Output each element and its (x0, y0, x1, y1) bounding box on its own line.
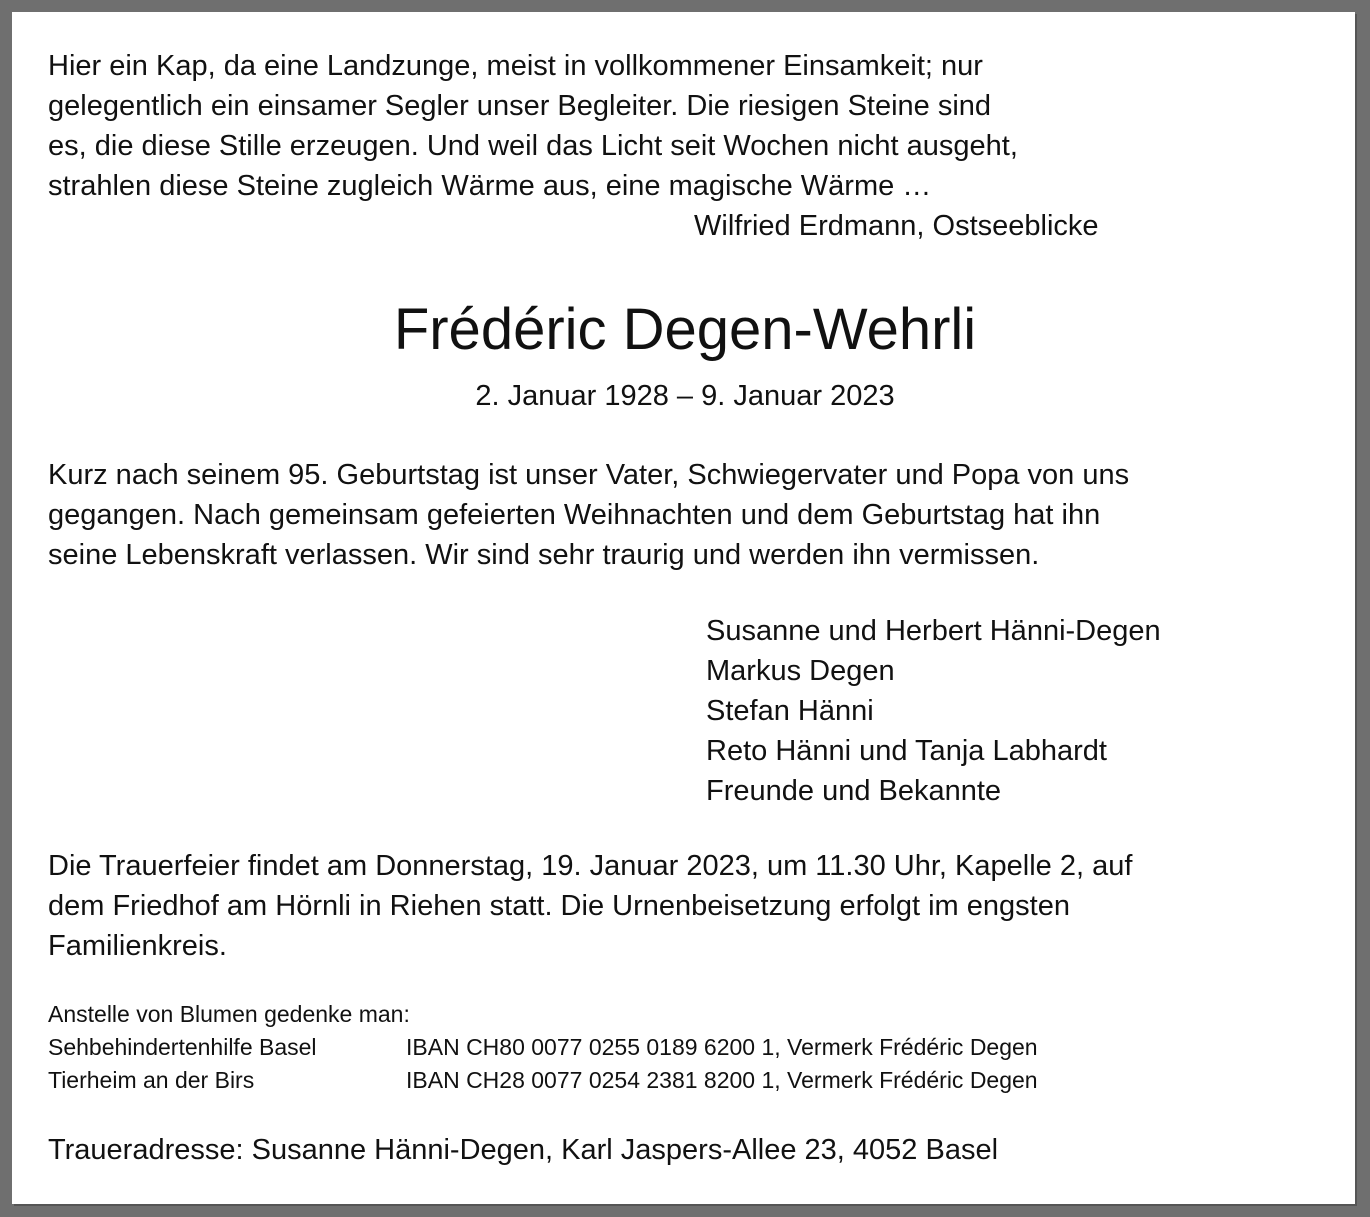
donation-details: IBAN CH28 0077 0254 2381 8200 1, Vermerk Frédéric Degen (406, 1067, 1038, 1093)
donation-details: IBAN CH80 0077 0255 0189 6200 1, Vermerk Frédéric Degen (406, 1034, 1038, 1060)
ceremony-line: dem Friedhof am Hörnli in Riehen statt. Die Urnenbeisetzung erfolgt im engsten (48, 890, 1070, 922)
donation-entry (48, 1031, 1038, 1064)
donations-intro: Anstelle von Blumen gedenke man: (48, 1001, 410, 1027)
donation-org: Sehbehindertenhilfe Basel (48, 1034, 317, 1060)
signer: Markus Degen (706, 655, 895, 687)
ceremony-line: Die Trauerfeier findet am Donnerstag, 19. Januar 2023, um 11.30 Uhr, Kapelle 2, auf (48, 850, 1133, 882)
obituary-page (12, 12, 1355, 1204)
quote-line: strahlen diese Steine zugleich Wärme aus, eine magische Wärme … (48, 170, 932, 202)
quote-line: es, die diese Stille erzeugen. Und weil das Licht seit Wochen nicht ausgeht, (48, 130, 1018, 162)
signer: Reto Hänni und Tanja Labhardt (706, 735, 1107, 767)
signer: Freunde und Bekannte (706, 775, 1002, 807)
life-dates: 2. Januar 1928 – 9. Januar 2023 (475, 380, 895, 412)
signer: Susanne und Herbert Hänni-Degen (706, 615, 1161, 647)
announcement-text (48, 455, 1129, 575)
mourning-address: Traueradresse: Susanne Hänni-Degen, Karl Jaspers-Allee 23, 4052 Basel (48, 1134, 999, 1166)
ceremony-text (48, 846, 1132, 966)
signers-list (706, 611, 1161, 811)
quote-line: gelegentlich ein einsamer Segler unser Begleiter. Die riesigen Steine sind (48, 90, 992, 122)
donations (48, 998, 1038, 1097)
deceased-name: Frédéric Degen-Wehrli (393, 297, 977, 362)
signer: Stefan Hänni (706, 695, 874, 727)
quote-line: Hier ein Kap, da eine Landzunge, meist in vollkommener Einsamkeit; nur (48, 50, 983, 82)
donation-entry (48, 1064, 1038, 1097)
ceremony-line: Familienkreis. (48, 930, 227, 962)
quote (48, 46, 1018, 206)
announcement-line: seine Lebenskraft verlassen. Wir sind sehr traurig und werden ihn vermissen. (48, 539, 1040, 571)
quote-attribution: Wilfried Erdmann, Ostseeblicke (694, 210, 1099, 242)
announcement-line: Kurz nach seinem 95. Geburtstag ist unser Vater, Schwiegervater und Popa von uns (48, 459, 1130, 491)
donation-org: Tierheim an der Birs (48, 1067, 255, 1093)
announcement-line: gegangen. Nach gemeinsam gefeierten Weihnachten und dem Geburtstag hat ihn (48, 499, 1101, 531)
